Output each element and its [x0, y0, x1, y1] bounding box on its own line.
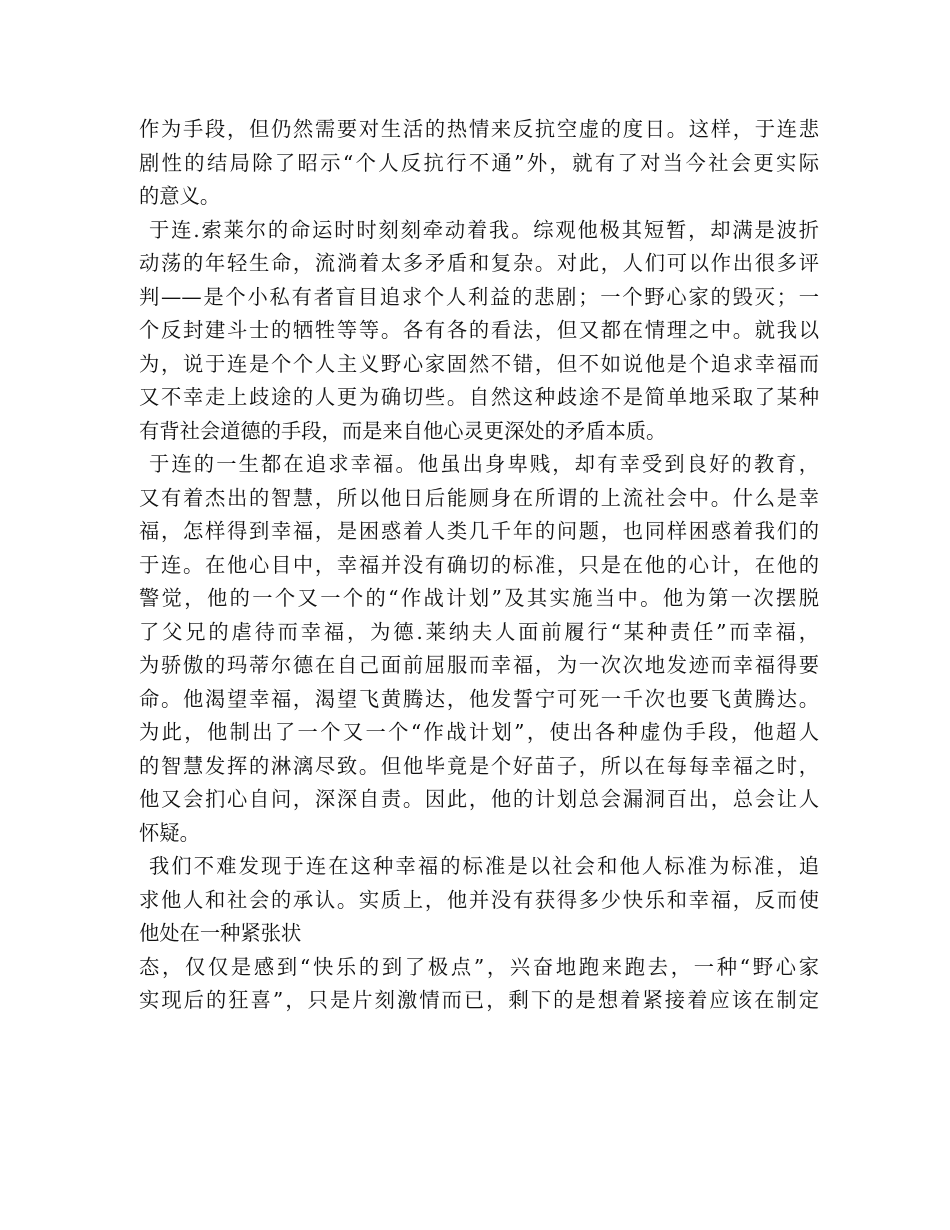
- text-line: 又不幸走上歧途的人更为确切些。自然这种歧途不是简单地采取了某种: [139, 385, 819, 409]
- text-line: 我们不难发现于连在这种幸福的标准是以社会和他人标准为标准，追: [149, 854, 819, 878]
- text-line: 怀疑。: [139, 820, 200, 845]
- text-line: 有背社会道德的手段，而是来自他心灵更深处的矛盾本质。: [139, 418, 667, 443]
- document-body: [139, 113, 819, 1018]
- text-line: 个反封建斗士的牺牲等等。各有各的看法，但又都在情理之中。就我以: [139, 318, 819, 342]
- text-line: 作为手段，但仍然需要对生活的热情来反抗空虚的度日。这样，于连悲: [139, 117, 819, 141]
- text-line: 了父兄的虐待而幸福，为德.莱纳夫人面前履行“某种责任”而幸福，: [139, 619, 819, 644]
- text-line: 动荡的年轻生命，流淌着太多矛盾和复杂。对此，人们可以作出很多评: [139, 251, 819, 275]
- text-line: 警觉，他的一个又一个的“作战计划”及其实施当中。他为第一次摆脱: [139, 586, 819, 610]
- text-line: 求他人和社会的承认。实质上，他并没有获得多少快乐和幸福，反而使: [139, 887, 819, 912]
- text-line: 的意义。: [139, 184, 221, 208]
- text-line: 福，怎样得到幸福，是困惑着人类几千年的问题，也同样困惑着我们的: [139, 519, 819, 543]
- text-line: 的智慧发挥的淋漓尽致。但他毕竟是个好苗子，所以在每每幸福之时，: [139, 753, 819, 778]
- text-line: 于连的一生都在追求幸福。他虽出身卑贱，却有幸受到良好的教育，: [149, 452, 819, 476]
- text-line: 命。他渴望幸福，渴望飞黄腾达，他发誓宁可死一千次也要飞黄腾达。: [139, 686, 819, 711]
- text-line: 为此，他制出了一个又一个“作战计划”，使出各种虚伪手段，他超人: [139, 720, 819, 744]
- text-line: 态，仅仅是感到“快乐的到了极点”，兴奋地跑来跑去，一种“野心家: [139, 954, 819, 979]
- text-line: 又有着杰出的智慧，所以他日后能厕身在所谓的上流社会中。什么是幸: [139, 485, 819, 510]
- text-line: 为，说于连是个个人主义野心家固然不错，但不如说他是个追求幸福而: [139, 351, 819, 376]
- text-line: 判——是个小私有者盲目追求个人利益的悲剧；一个野心家的毁灭；一: [139, 284, 819, 309]
- text-line: 实现后的狂喜”，只是片刻激情而已，剩下的是想着紧接着应该在制定: [139, 988, 819, 1012]
- text-line: 他处在一种紧张状: [139, 921, 302, 945]
- text-line: 于连.索莱尔的命运时时刻刻牵动着我。综观他极其短暂，却满是波折: [149, 217, 819, 242]
- text-line: 剧性的结局除了昭示“个人反抗行不通”外，就有了对当今社会更实际: [139, 150, 819, 175]
- text-line: 为骄傲的玛蒂尔德在自己面前屈服而幸福，为一次次地发迹而幸福得要: [139, 653, 819, 677]
- text-line: 于连。在他心目中，幸福并没有确切的标准，只是在他的心计，在他的: [139, 552, 819, 577]
- text-line: 他又会扪心自问，深深自责。因此，他的计划总会漏洞百出，总会让人: [139, 787, 819, 811]
